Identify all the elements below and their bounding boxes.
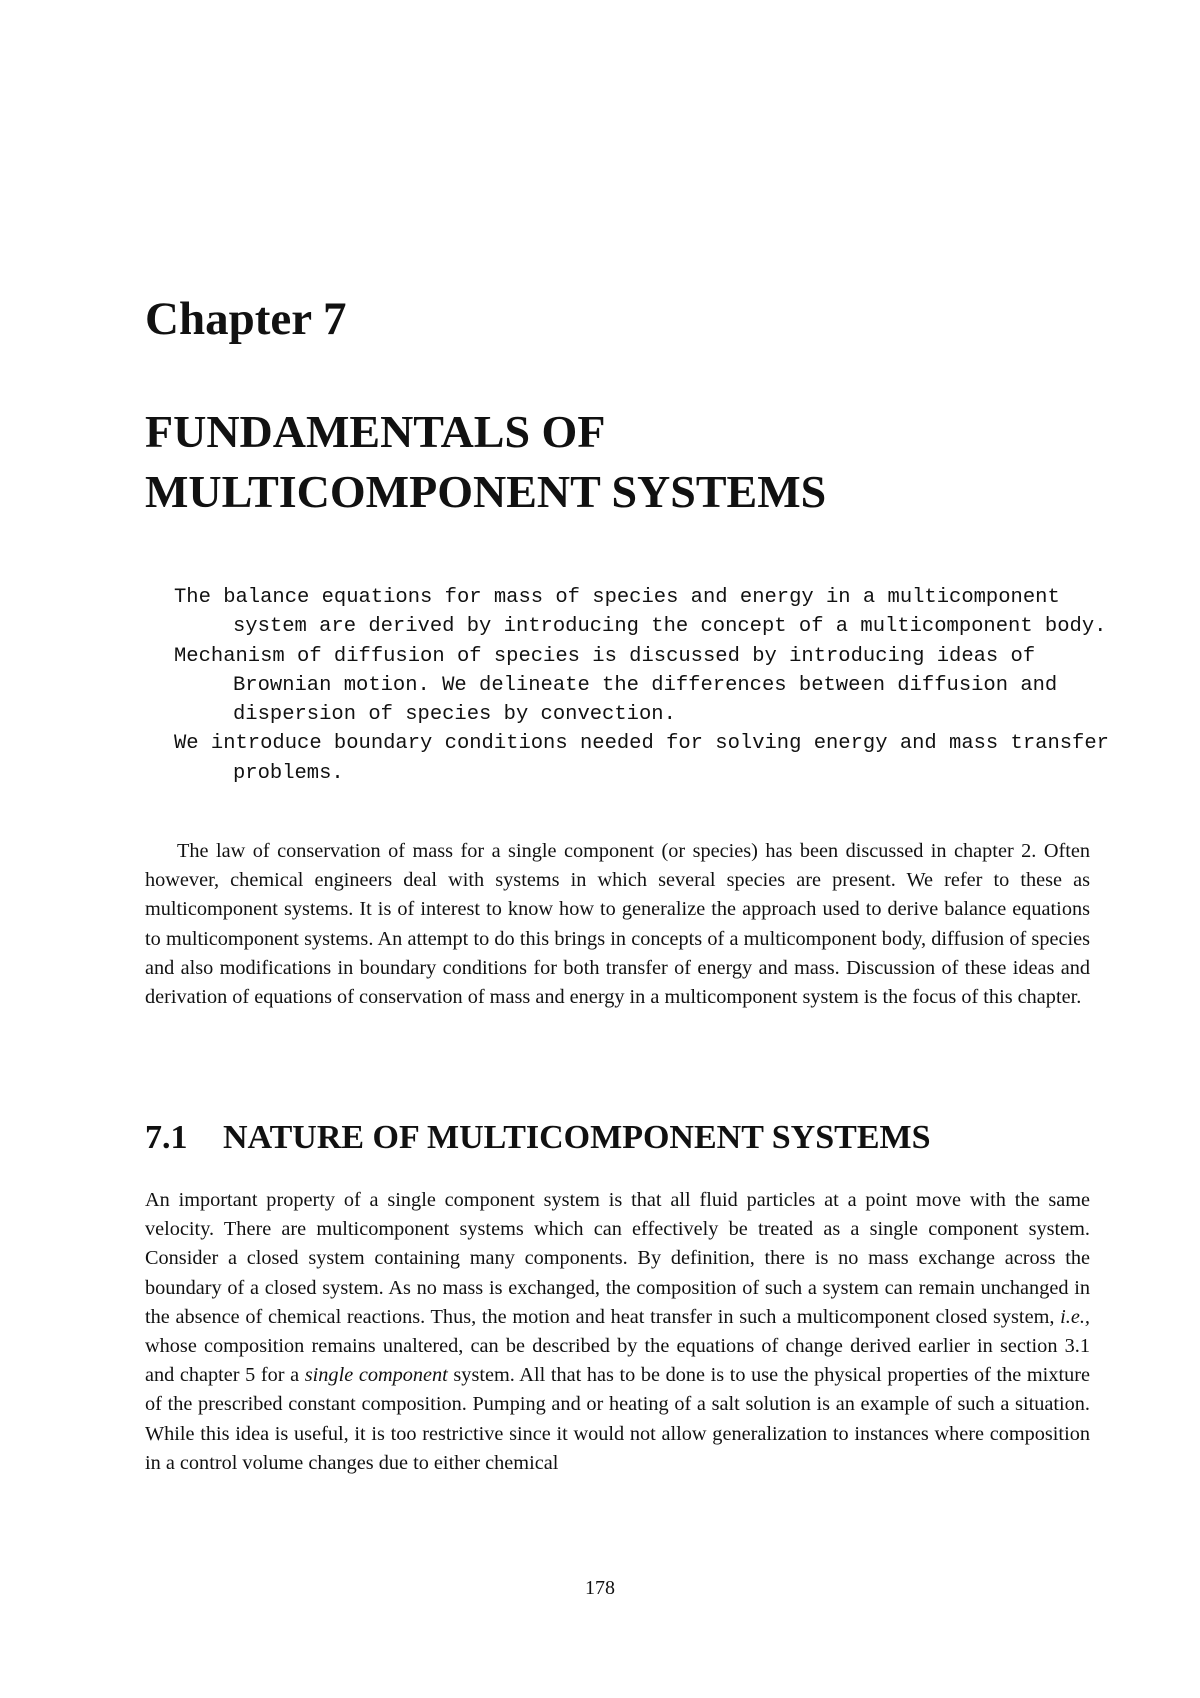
body-text-ie: i.e., bbox=[1060, 1305, 1090, 1328]
body-text-part-2: whose composition remains unaltered, can be described by the equations of change derived earlier in section 3.1 and chapter 5 for a bbox=[145, 1335, 1090, 1387]
chapter-title-line-2: MULTICOMPONENT SYSTEMS bbox=[145, 466, 827, 517]
section-body-paragraph bbox=[145, 1186, 1090, 1478]
intro-paragraph: The law of conservation of mass for a single component (or species) has been discussed in chapter 2. Often however, chemical engineers deal with systems in which several species are present. We refer to these as multicomponent systems. It is of interest to know how to generalize the approach used to derive balance equations to multicomponent systems. An attempt to do this brings in concepts of a multicomponent body, diffusion of species and also modifications in boundary conditions for both transfer of energy and mass. Discussion of these ideas and derivation of equations of conservation of mass and energy in a multicomponent system is the focus of this chapter. bbox=[145, 840, 1090, 1009]
chapter-abstract bbox=[174, 583, 1134, 788]
body-text-part-1: An important property of a single component system is that all fluid particles at a point move with the same velocity. There are multicomponent systems which can effectively be treated as a single component system. Consider a closed system containing many components. By definition, there is no mass exchange across the boundary of a closed system. As no mass is exchanged, the composition of such a system can remain unchanged in the absence of chemical reactions. Thus, the motion and heat transfer in such a multicomponent closed system, bbox=[145, 1189, 1090, 1328]
abstract-item-3: We introduce boundary conditions needed for solving energy and mass transfer problems. bbox=[174, 732, 1109, 785]
chapter-label: Chapter 7 bbox=[145, 293, 347, 345]
section-heading bbox=[145, 1121, 931, 1155]
body-text-single-component: single component bbox=[304, 1364, 448, 1387]
chapter-title-line-1: FUNDAMENTALS OF bbox=[145, 406, 606, 457]
section-number: 7.1 bbox=[145, 1119, 188, 1156]
page-number: 178 bbox=[585, 1577, 615, 1599]
body-text-part-3: system. All that has to be done is to use the physical properties of the mixture of the prescribed constant composition. Pumping and or heating of a salt solution is an example of such a situation. While this idea is useful, it is too restrictive since it would not allow generalization to instances where composition in a control volume changes due to either chemical bbox=[145, 1364, 1090, 1474]
abstract-item-1: The balance equations for mass of species and energy in a multicomponent system are derived by introducing the concept of a multicomponent body. bbox=[174, 586, 1107, 639]
abstract-item-2: Mechanism of diffusion of species is discussed by introducing ideas of Brownian motion. We delineate the differences between diffusion and dispersion of species by convection. bbox=[174, 644, 1058, 727]
chapter-title bbox=[145, 402, 1125, 522]
section-title: NATURE OF MULTICOMPONENT SYSTEMS bbox=[223, 1119, 931, 1156]
